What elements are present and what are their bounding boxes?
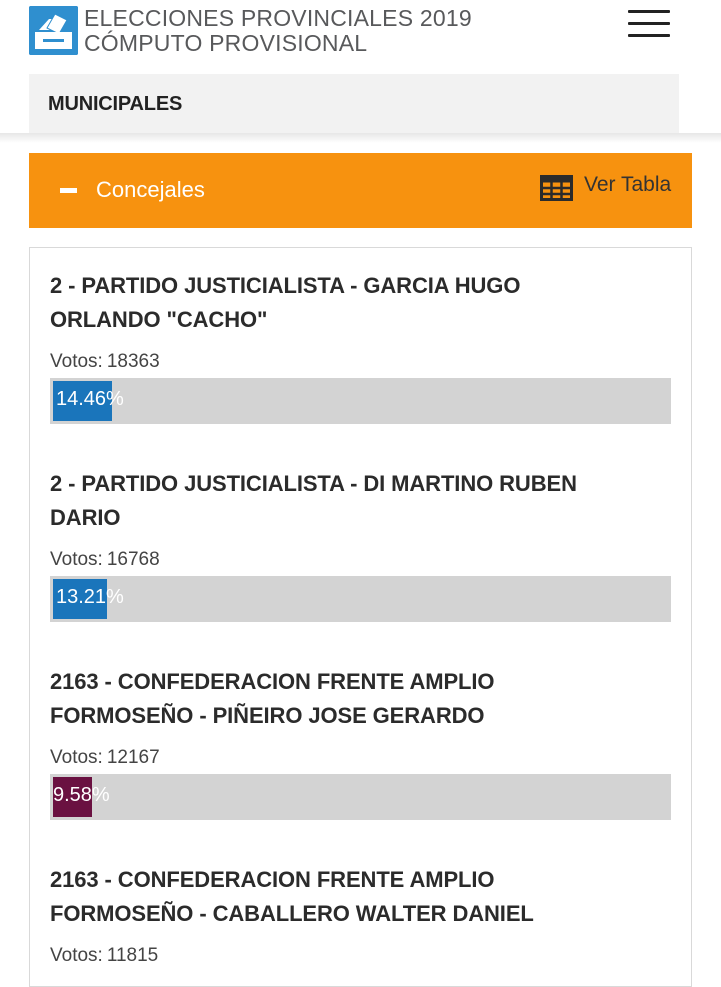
- vote-share-bar: [50, 774, 671, 820]
- votes-value: 18363: [106, 351, 160, 372]
- candidate-votes: [50, 945, 674, 967]
- votes-value: 12167: [106, 747, 160, 768]
- candidate-item: [50, 467, 674, 622]
- candidate-name: [50, 665, 674, 733]
- vote-share-bar: [50, 576, 671, 622]
- header-divider: [0, 133, 721, 143]
- candidate-name-line2: FORMOSEÑO - CABALLERO WALTER DANIEL: [50, 901, 534, 926]
- candidate-item: [50, 665, 674, 820]
- vote-share-percent: 13.21%: [56, 586, 124, 608]
- candidate-name-line1: 2 - PARTIDO JUSTICIALISTA - DI MARTINO RUBEN: [50, 471, 577, 496]
- votes-label: Votos:: [50, 747, 103, 768]
- candidate-name-line2: DARIO: [50, 505, 121, 530]
- candidate-item: [50, 863, 674, 967]
- municipales-tab[interactable]: [29, 74, 679, 135]
- candidate-name-line2: FORMOSEÑO - PIÑEIRO JOSE GERARDO: [50, 703, 485, 728]
- candidate-item: [50, 269, 674, 424]
- votes-label: Votos:: [50, 945, 103, 966]
- candidate-name-line1: 2163 - CONFEDERACION FRENTE AMPLIO: [50, 867, 495, 892]
- candidate-name-line1: 2 - PARTIDO JUSTICIALISTA - GARCIA HUGO: [50, 273, 521, 298]
- hamburger-menu-icon[interactable]: [626, 10, 672, 42]
- header-title-line2: CÓMPUTO PROVISIONAL: [84, 30, 368, 56]
- candidate-name-line1: 2163 - CONFEDERACION FRENTE AMPLIO: [50, 669, 495, 694]
- candidate-votes: [50, 351, 674, 373]
- section-title: Concejales: [96, 177, 205, 202]
- vote-share-percent: 14.46%: [56, 388, 124, 410]
- votes-label: Votos:: [50, 549, 103, 570]
- candidate-name: [50, 269, 674, 337]
- votes-value: 16768: [106, 549, 160, 570]
- candidate-votes: [50, 747, 674, 769]
- ver-tabla-label: Ver Tabla: [584, 173, 672, 196]
- candidate-name-line2: ORLANDO "CACHO": [50, 307, 268, 332]
- minus-icon[interactable]: [60, 188, 77, 193]
- results-panel: [29, 247, 692, 987]
- table-grid-icon: [540, 175, 573, 201]
- votes-label: Votos:: [50, 351, 103, 372]
- ballot-box-logo-icon[interactable]: [29, 6, 78, 55]
- app-header: [0, 0, 721, 70]
- votes-value: 11815: [106, 945, 159, 966]
- candidate-name: [50, 467, 674, 535]
- concejales-section-header[interactable]: [29, 153, 692, 228]
- candidate-votes: [50, 549, 674, 571]
- candidate-name: [50, 863, 674, 931]
- header-title-line1: ELECCIONES PROVINCIALES 2019: [84, 5, 472, 31]
- vote-share-percent: 9.58%: [53, 784, 110, 806]
- vote-share-bar: [50, 378, 671, 424]
- municipales-tab-label: MUNICIPALES: [48, 93, 183, 115]
